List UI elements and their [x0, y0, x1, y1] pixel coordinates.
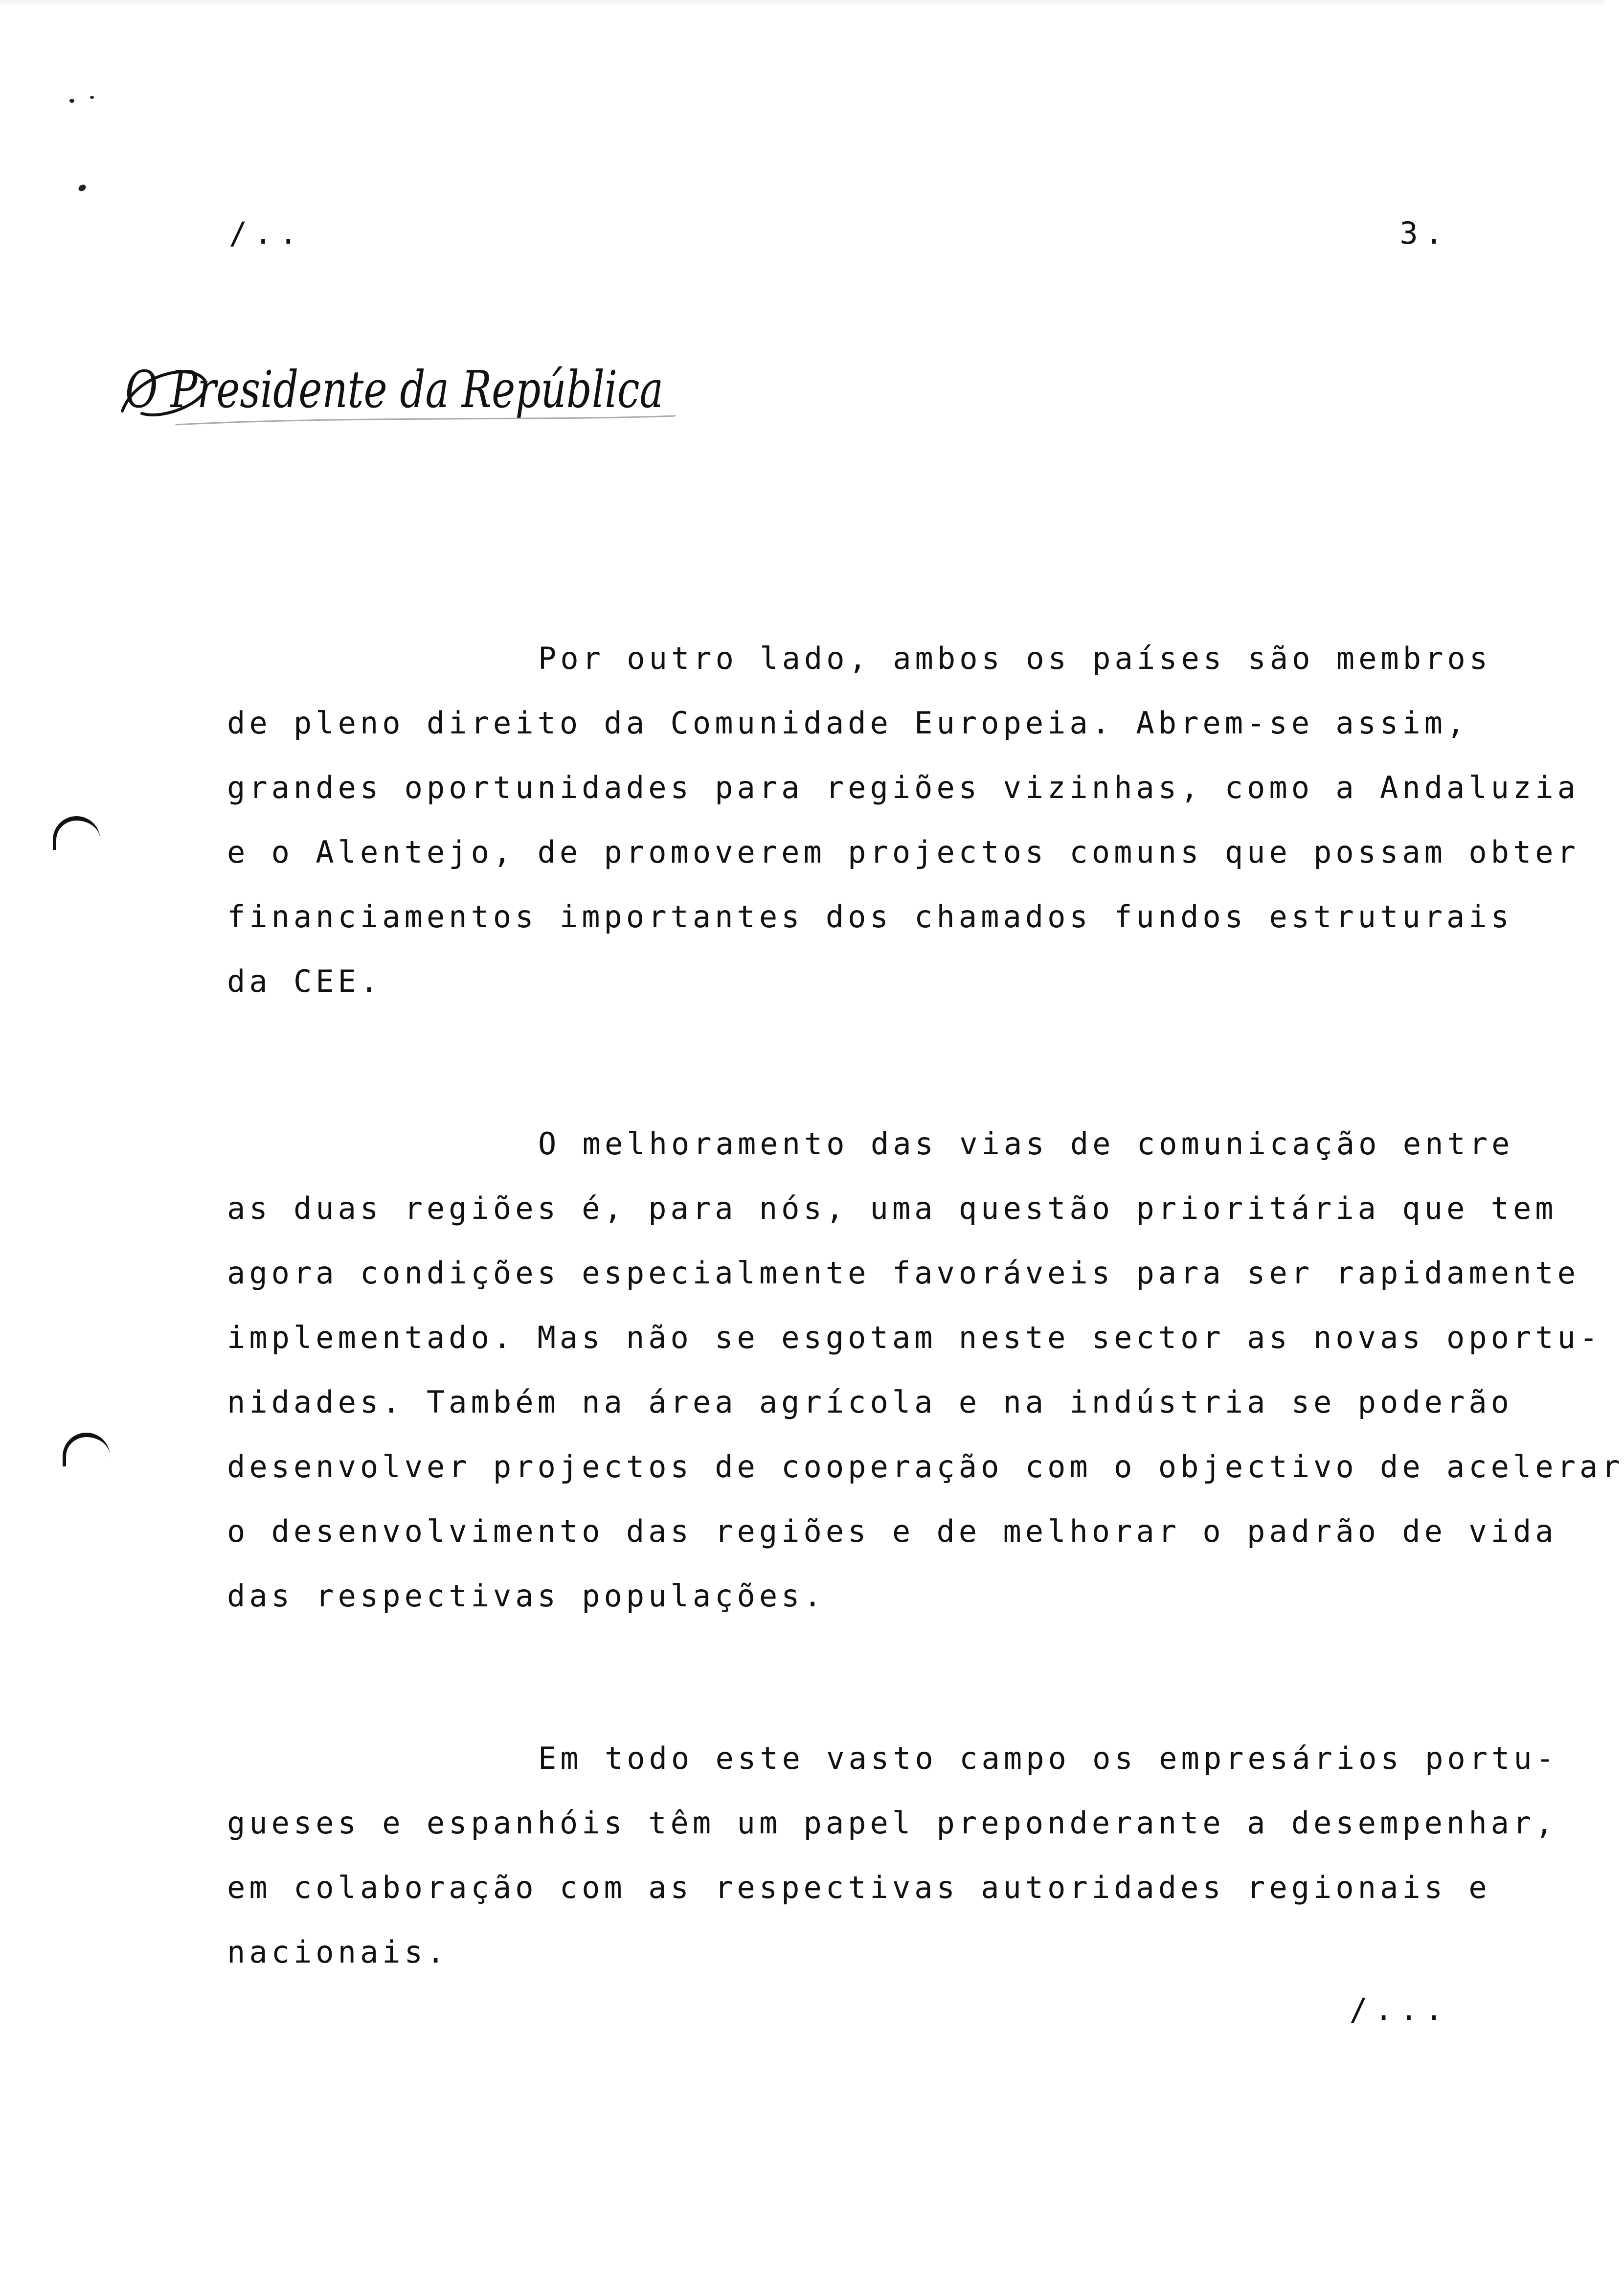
letter-body — [227, 626, 1624, 2082]
paragraph-line: O melhoramento das vias de comunicação entre — [538, 1126, 1514, 1162]
paragraph-line: de pleno direito da Comunidade Europeia. Abrem-se assim, — [227, 705, 1469, 741]
paragraph-line: Por outro lado, ambos os países são membros — [538, 640, 1492, 676]
paragraph-2 — [227, 1112, 1624, 1628]
paragraph-line: agora condições especialmente favoráveis para ser rapidamente — [227, 1255, 1579, 1291]
scan-speck — [69, 99, 74, 103]
paragraph-line: o desenvolvimento das regiões e de melhorar o padrão de vida — [227, 1513, 1557, 1549]
paragraph-line: e o Alentejo, de promoverem projectos comuns que possam obter — [227, 834, 1579, 870]
paragraph-line: grandes oportunidades para regiões vizinhas, como a Andaluzia — [227, 770, 1579, 805]
paragraph-line: Em todo este vasto campo os empresários portu- — [538, 1740, 1558, 1776]
letterhead-text: O Presidente da República — [125, 360, 663, 419]
paragraph-line: em colaboração com as respectivas autoridades regionais e — [227, 1870, 1491, 1905]
paragraph-1 — [227, 626, 1579, 1014]
scan-edge-shadow — [0, 0, 1604, 7]
footer-continuation-mark: /... — [1349, 1991, 1450, 2027]
paragraph-line: nacionais. — [227, 1934, 449, 1970]
paragraph-line: financiamentos importantes dos chamados fundos estruturais — [227, 899, 1513, 935]
paragraph-line: gueses e espanhóis têm um papel preponderante a desempenhar, — [227, 1805, 1557, 1841]
paragraph-line: desenvolver projectos de cooperação com o objectivo de acelerar — [227, 1449, 1624, 1485]
paragraph-line: implementado. Mas não se esgotam neste sector as novas oportu- — [227, 1320, 1602, 1355]
scan-speck — [90, 96, 94, 99]
page-number: 3. — [1399, 215, 1450, 251]
punch-hole-mark — [63, 1433, 110, 1466]
header-continuation-mark: /.. — [229, 215, 304, 251]
paragraph-line: das respectivas populações. — [227, 1578, 826, 1614]
scan-speck — [77, 183, 87, 192]
paragraph-line: da CEE. — [227, 963, 383, 999]
letterhead-script — [108, 343, 695, 440]
paragraph-line: nidades. Também na área agrícola e na indústria se poderão — [227, 1384, 1513, 1420]
punch-hole-mark — [53, 816, 100, 850]
paragraph-3 — [227, 1726, 1558, 1985]
paragraph-line: as duas regiões é, para nós, uma questão prioritária que tem — [227, 1190, 1557, 1226]
